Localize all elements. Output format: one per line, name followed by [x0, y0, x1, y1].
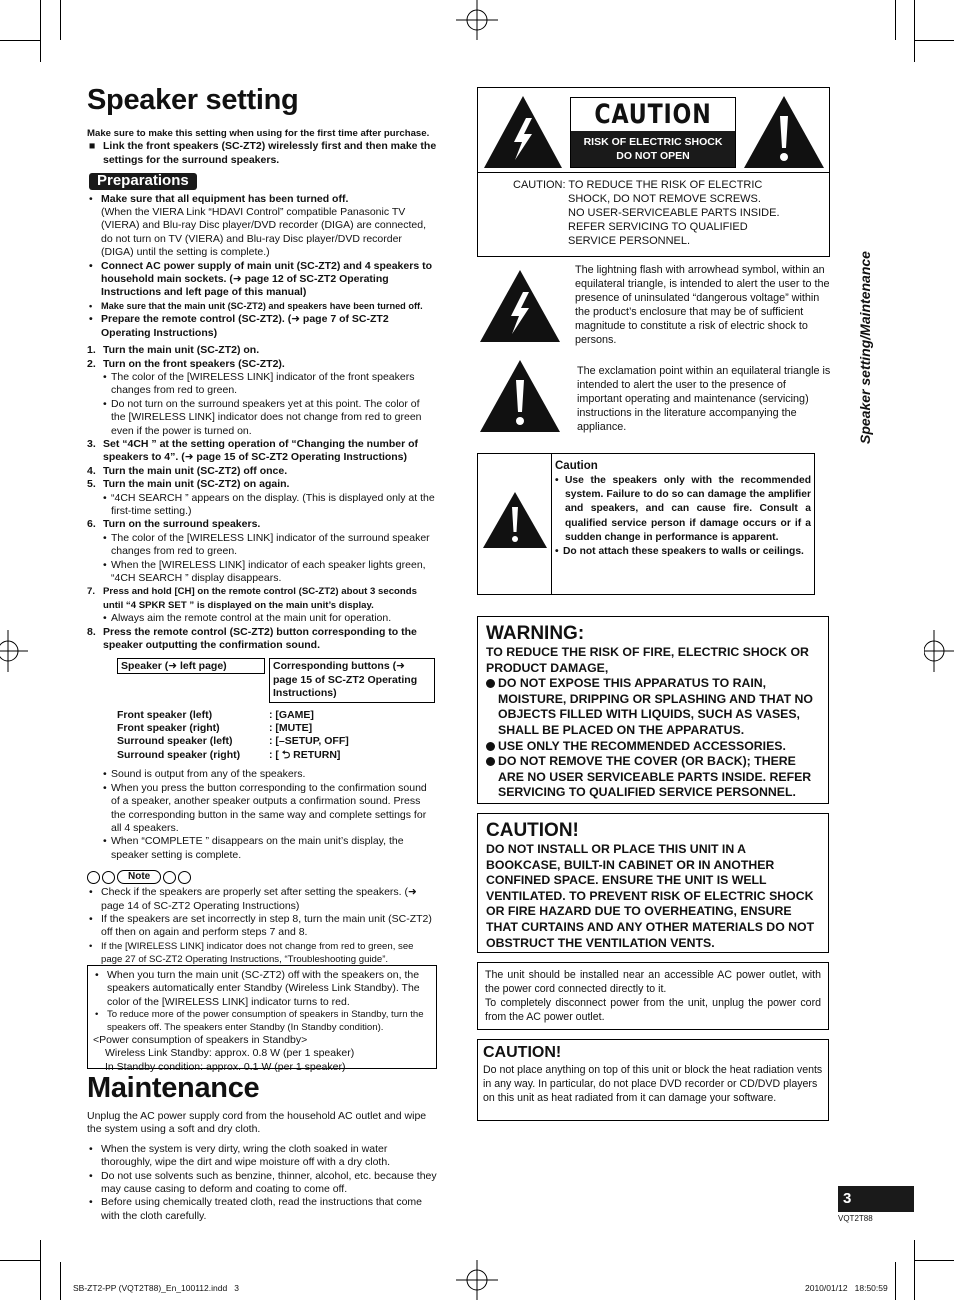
table-row: Surround speaker (left) : [–SETUP, OFF] — [117, 735, 349, 748]
caution-heat-text: Do not place anything on top of this unit or block the heat radiation vents in any way. In particular, do not place DVD recorder or CD/DVD players on this unit as heat radiated from it can damage your software. — [483, 1064, 823, 1104]
risk-line-2: DO NOT OPEN — [616, 150, 690, 162]
speaker-caution-item: • Use the speakers only with the recommended system. Failure to do so can damage the amplifier and speakers, and can cause fire. Consult a qualified service person if damage occurs or if a sudden change in performance is apparent. — [555, 474, 811, 545]
note-label: Note — [117, 870, 161, 884]
exclamation-symbol-text: The exclamation point within an equilateral triangle is intended to alert the user to the presence of important operating and maintenance (servicing) instructions in the literature accompanying the appliance. — [577, 365, 831, 433]
power-outlet-box — [477, 962, 829, 1030]
section-title-speaker-setting: Speaker setting — [87, 84, 299, 116]
speaker-setting-body — [87, 127, 437, 967]
footer-date: 2010/01/12 18:50:59 — [805, 1283, 888, 1293]
intro-text: Make sure to make this setting when using for the first time after purchase. — [87, 128, 430, 139]
step-7-sub: • Always aim the remote control at the main unit for operation. — [87, 612, 437, 625]
caution-heat-box — [477, 1039, 829, 1121]
section-title-maintenance: Maintenance — [87, 1072, 260, 1104]
registration-mark-left — [0, 630, 28, 672]
step-8: 8. Press the remote control (SC-ZT2) button corresponding to the speaker outputting the confirmation sound. — [87, 625, 417, 652]
exclamation-symbol-icon — [478, 358, 562, 434]
step-3: 3. Set “4CH ” at the setting operation of “Changing the number of speakers to 4”. (➜ page 15 of SC-ZT2 Operating Instructions) — [87, 437, 419, 464]
step-5: 5. Turn the main unit (SC-ZT2) on again. — [87, 478, 290, 491]
caution-title-box — [570, 97, 736, 168]
exclamation-warning-icon — [742, 94, 826, 170]
lightning-warning-icon — [482, 94, 564, 170]
step-2-sub: • Do not turn on the surround speakers yet at this point. The color of the [WIRELESS LINK] indicator does not change from red to green even if the power is turned on. — [87, 398, 437, 438]
step-6-sub: • The color of the [WIRELESS LINK] indicator of the surround speaker changes from red to green. — [87, 532, 437, 559]
side-section-label: Speaker setting/Maintenance — [857, 251, 873, 444]
power-standby-condition: In Standby condition: approx. 0.1 W (per 1 speaker) — [105, 1060, 346, 1073]
step-1: 1. Turn the main unit (SC-ZT2) on. — [87, 344, 260, 357]
table-row: Front speaker (right) : [MUTE] — [117, 722, 313, 735]
risk-line-1: RISK OF ELECTRIC SHOCK — [583, 136, 723, 148]
step-7: 7. Press and hold [CH] on the remote control (SC-ZT2) about 3 seconds until “4 SPKR SET ” is displayed on the main unit’s display. — [87, 586, 417, 611]
lightning-symbol-icon — [478, 268, 562, 344]
warning-box — [477, 616, 829, 804]
step-5-sub: • “4CH SEARCH ” appears on the display. (This is displayed only at the first-time setting.) — [87, 492, 437, 519]
after-table-item: • When you press the button corresponding to the confirmation sound of a speaker, another speaker outputs a confirmation sound. Press the corresponding button in the same way and complete settings for all 4 speakers. — [87, 782, 437, 836]
after-table-item: • When “COMPLETE ” disappears on the main unit’s display, the speaker setting is complete. — [87, 835, 437, 862]
outlet-text-1: The unit should be installed near an accessible AC power outlet, with the power cord connected directly to it. — [485, 969, 821, 995]
standby-item: • To reduce more of the power consumption of speakers in Standby, turn the speakers off. The speakers enter Standby (In Standby condition). — [95, 1009, 431, 1034]
preparations-label: Preparations — [89, 173, 197, 189]
maintenance-item: • Do not use solvents such as benzine, thinner, alcohol, etc. because they may cause casing to deform and coating to come off. — [89, 1170, 437, 1197]
warning-item: DO NOT REMOVE THE COVER (OR BACK); THERE ARE NO USER SERVICEABLE PARTS INSIDE. REFER SERVICING TO QUALIFIED SERVICE PERSONNEL. — [486, 754, 820, 801]
note-item: • If the [WIRELESS LINK] indicator does not change from red to green, see page 27 of SC-ZT2 Operating Instructions, “Troubleshooting guide”. — [89, 940, 437, 967]
step-6: 6. Turn on the surround speakers. — [87, 518, 261, 531]
speaker-caution-text — [555, 459, 811, 559]
table-head-speaker: Speaker (➜ left page) — [117, 658, 265, 674]
step-4: 4. Turn the main unit (SC-ZT2) off once. — [87, 464, 288, 477]
table-row: Surround speaker (right) : [ ⮌ RETURN] — [117, 748, 341, 761]
after-table-item: • Sound is output from any of the speakers. — [87, 768, 437, 781]
speaker-caution-title: Caution — [555, 460, 598, 472]
lightning-symbol-text: The lightning flash with arrowhead symbol, within an equilateral triangle, is intended to alert the user to the presence of uninsulated “dangerous voltage” within the product’s enclosure that may be of sufficient magnitude to constitute a risk of electric shock to persons. — [575, 264, 830, 346]
page-code: VQT2T88 — [838, 1214, 873, 1223]
prep-item: • Make sure that all equipment has been turned off. (When the VIERA Link “HDAVI Control” compatible Panasonic TV (VIERA) and Blu-ray Disc player/DVD recorder (DIGA) are connected, do not turn on TV (VIERA) and Blu-ray Disc player/DVD recorder (DIGA) until the setting is complete.) — [89, 193, 437, 260]
standby-item: • When you turn the main unit (SC-ZT2) off with the speakers on, the speakers automatically enter Standby (Wireless Link Standby). The color of the [WIRELESS LINK] indicator turns to red. — [95, 969, 431, 1009]
standby-info-box — [87, 965, 437, 1073]
note-header — [87, 870, 437, 884]
caution-ventilation-box — [477, 813, 829, 953]
page-number-tab — [838, 1186, 914, 1212]
maintenance-item: • Before using chemically treated cloth, read the instructions that come with the cloth carefully. — [89, 1196, 437, 1223]
maintenance-intro: Unplug the AC power supply cord from the household AC outlet and wipe the system using a soft and dry cloth. — [87, 1110, 427, 1136]
speaker-button-table — [117, 658, 437, 762]
registration-mark-top — [456, 0, 498, 40]
step-6-sub: • When the [WIRELESS LINK] indicator of each speaker lights green, “4CH SEARCH ” display disappears. — [87, 559, 437, 586]
link-bullet: ■ Link the front speakers (SC-ZT2) wirelessly first and then make the settings for the surround speakers. — [89, 140, 437, 166]
warning-intro: TO REDUCE THE RISK OF FIRE, ELECTRIC SHOCK OR PRODUCT DAMAGE, — [486, 645, 809, 675]
warning-item: USE ONLY THE RECOMMENDED ACCESSORIES. — [486, 739, 820, 755]
outlet-text-2: To completely disconnect power from the unit, unplug the power cord from the AC power outlet. — [485, 997, 821, 1023]
page-number: 3 — [843, 1190, 852, 1207]
power-wireless-standby: Wireless Link Standby: approx. 0.8 W (per 1 speaker) — [105, 1047, 355, 1060]
prep-item: • Connect AC power supply of main unit (SC-ZT2) and 4 speakers to household main sockets. (➜ page 12 of SC-ZT2 Operating Instructions and left page of this manual) — [89, 260, 437, 300]
note-item: • Check if the speakers are properly set after setting the speakers. (➜ page 14 of SC-ZT2 Operating Instructions) — [89, 886, 437, 913]
prep-item: • Make sure that the main unit (SC-ZT2) and speakers have been turned off. — [89, 300, 437, 313]
caution-ventilation-text: DO NOT INSTALL OR PLACE THIS UNIT IN A BOOKCASE, BUILT-IN CABINET OR IN ANOTHER CONFINED SPACE. ENSURE THE UNIT IS WELL VENTILATED. TO PREVENT RISK OF ELECTRIC SHOCK OR FIRE HAZARD DUE TO OVERHEATING, ENSURE THAT CURTAINS AND ANY OTHER MATERIALS DO NOT OBSTRUCT THE VENTILATION VENTS. — [486, 842, 815, 950]
maintenance-item: • When the system is very dirty, wring the cloth soaked in water thoroughly, wipe the dirt and wipe moisture off with a dry cloth. — [89, 1143, 437, 1170]
exclamation-caution-icon — [481, 490, 549, 550]
caution-heat-title: CAUTION! — [483, 1044, 562, 1061]
footer-file: SB-ZT2-PP (VQT2T88)_En_100112.indd 3 — [73, 1283, 239, 1293]
caution-ventilation-title: CAUTION! — [486, 820, 579, 841]
power-consumption-title: <Power consumption of speakers in Standby> — [93, 1034, 308, 1047]
table-row: Front speaker (left) : [GAME] — [117, 708, 314, 721]
maintenance-body — [87, 1110, 437, 1223]
warning-item: DO NOT EXPOSE THIS APPARATUS TO RAIN, MOISTURE, DRIPPING OR SPLASHING AND THAT NO OBJECTS FILLED WITH LIQUIDS, SUCH AS VASES, SHALL BE PLACED ON THE APPARATUS. — [486, 676, 820, 738]
note-item: • If the speakers are set incorrectly in step 8, turn the main unit (SC-ZT2) off then on again and perform steps 7 and 8. — [89, 913, 437, 940]
caution-label-text: CAUTION: TO REDUCE THE RISK OF ELECTRIC SHOCK, DO NOT REMOVE SCREWS. NO USER-SERVICEABLE PARTS INSIDE. REFER SERVICING TO QUALIFIED SERVICE PERSONNEL. — [513, 179, 780, 247]
step-2-sub: • The color of the [WIRELESS LINK] indicator of the front speakers changes from red to green. — [87, 371, 437, 398]
table-head-buttons: Corresponding buttons (➜ page 15 of SC-ZT2 Operating Instructions) — [269, 658, 435, 702]
caution-title: CAUTION — [594, 99, 712, 130]
registration-mark-right — [924, 630, 954, 672]
registration-mark-bottom — [456, 1260, 498, 1300]
prep-item: • Prepare the remote control (SC-ZT2). (➜ page 7 of SC-ZT2 Operating Instructions) — [89, 313, 437, 340]
step-2: 2. Turn on the front speakers (SC-ZT2). — [87, 357, 285, 370]
warning-title: WARNING: — [486, 623, 585, 644]
speaker-caution-item: • Do not attach these speakers to walls or ceilings. — [555, 545, 811, 559]
